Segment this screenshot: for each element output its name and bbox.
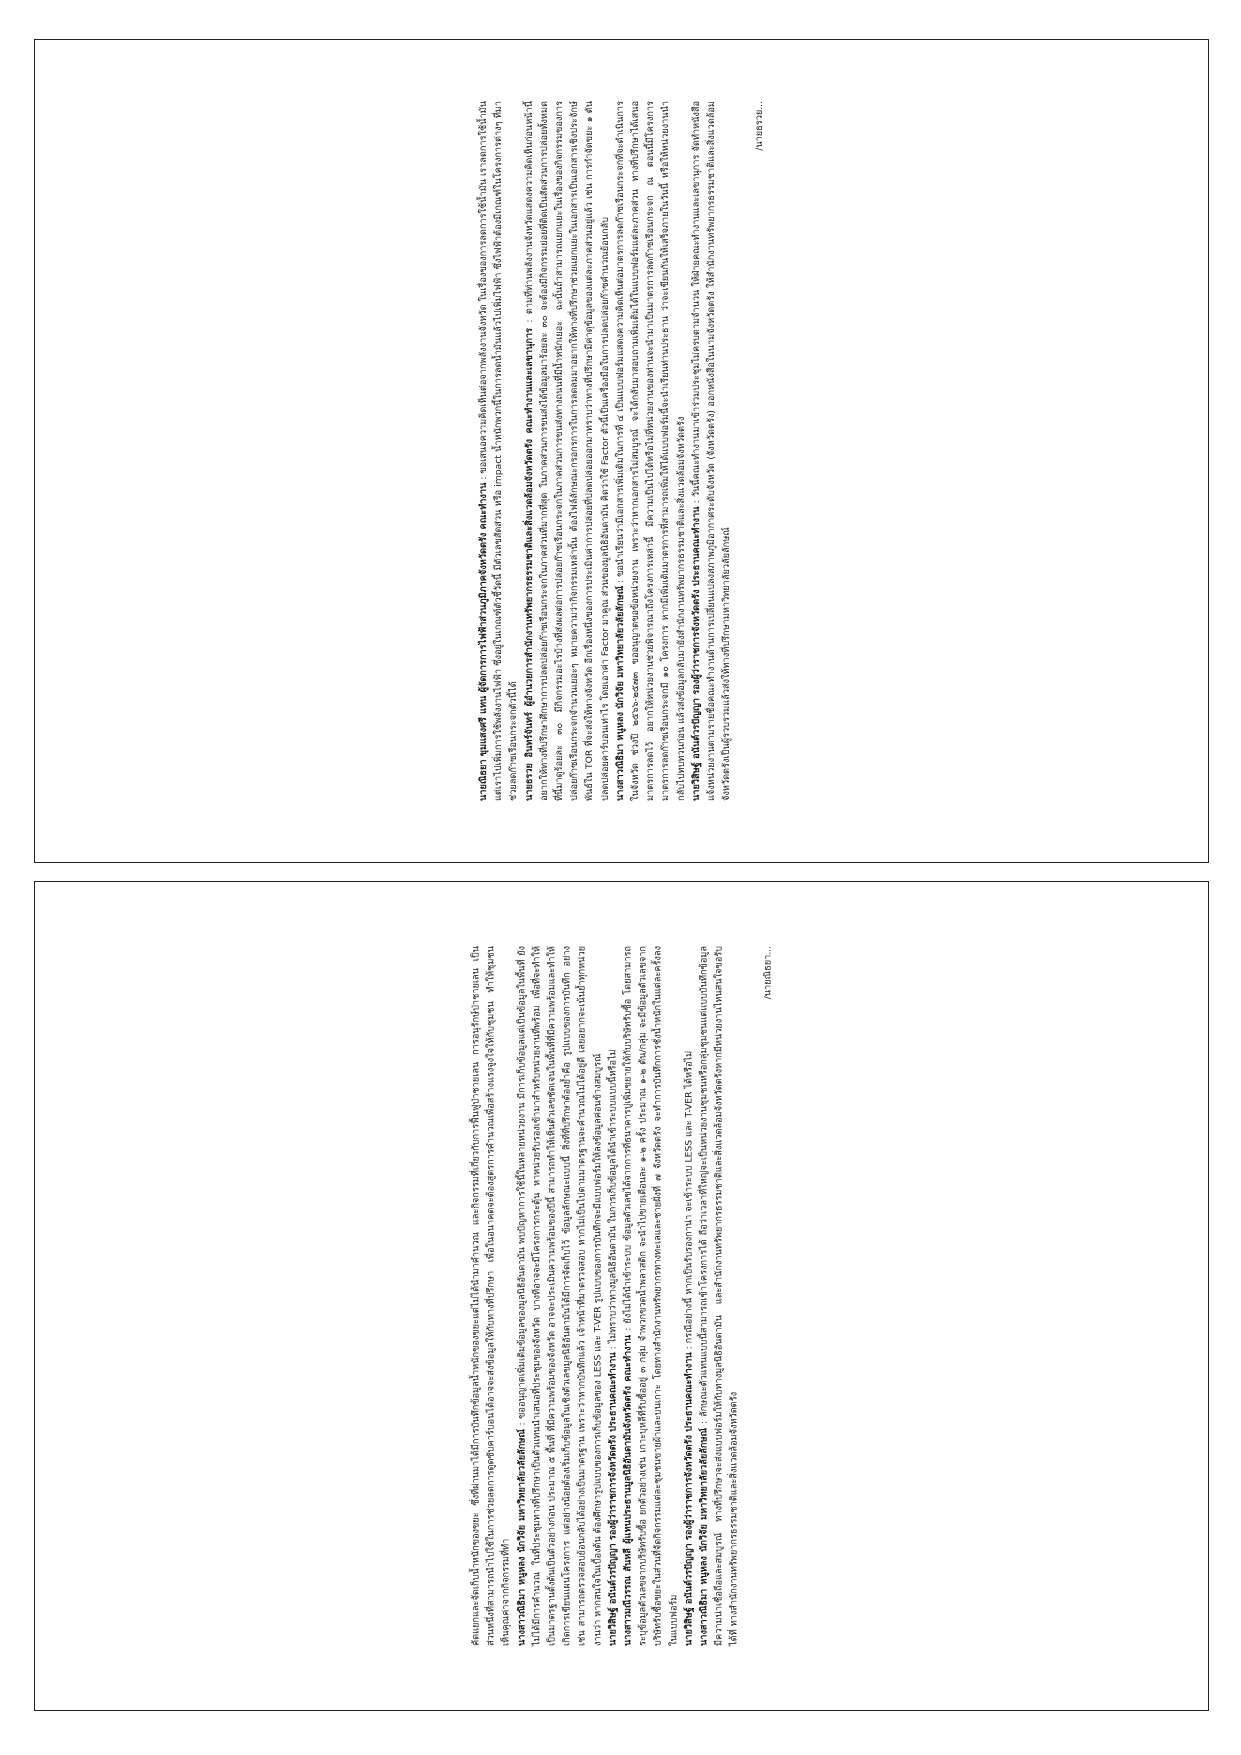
paragraph-text: : ยังไม่ได้นำเข้าระบบ ข้อมูลตัวเลขได้จากการที่ธนาคารปูเพิ่มขยายให้กับบริษัทรับซื้อ โดยสามารถระบุข้อมูลตัวเลขจากบริษัทรับซื้อ ยกตัวอย่างเช่น เกาะบุหลีที่รับซื้ออยู่ ๓ กลุ่ม จำพวกขวดน้ำพลาสติก จะนำไปขายเดือนละ ๑-๒ ครั้ง ประมาณ ๑-๒ ตัน/กลุ่ม จะมีข้อมูลตัวเลขจากบริษัทรับซื้อขยะในส่วนที่จัดกิจกรรมแต่ละชุมชนขายผ้าและบนเกาะ โดยทางสำนักงานทรัพยากรทางทะเลและชายฝั่งที่ ๗ จังหวัดตรัง จะทำการบันทึกการชั่งน้ำหนักในแต่ละครั้งลงในแบบฟอร์ม [622, 946, 679, 1646]
speaker-name: นางสาวณิธิมา หนูหลง นักวิจัย มหาวิทยาลัยวลัยลักษณ์ [614, 585, 626, 801]
page-top-content [476, 101, 768, 801]
document-page-bottom [34, 881, 1209, 1711]
speaker-name: นางสาวณิธิมา หนูหลง นักวิจัย มหาวิทยาลัยวลัยลักษณ์ [515, 1429, 527, 1646]
speaker-name: นายธรวย อินทร์จันทร์ ผู้อำนวยการสำนักงานทรัพยากรธรรมชาติและสิ่งแวดล้อมจังหวัดตรัง คณะทำงานและเลขานุการ [523, 327, 535, 801]
speaker-name: นายวิสิษฐ์ อนันต์วรปัญญา รองผู้ว่าราชการจังหวัดตรัง ประธานคณะทำงาน [690, 506, 702, 801]
paragraph [620, 946, 681, 1646]
paragraph [476, 101, 522, 801]
paragraph [681, 946, 696, 1646]
paragraph [468, 946, 514, 1646]
paragraph-text: : ไม่ทราบว่าทางมูลนิธิอันดามัน ในการเก็บข้อมูลได้นำเข้าระบบแบบนี้หรือไม่ [606, 1049, 618, 1353]
speaker-name: นายวิสิษฐ์ อนันต์วรปัญญา รองผู้ว่าราชการจังหวัดตรัง ประธานคณะทำงาน [682, 1352, 694, 1646]
paragraph [689, 101, 735, 801]
paragraph-text: : กรณีอย่างนี้ หากเป็นรับรองกาน่า จะเข้าระบบ LESS และ T-VER ได้หรือไม่ [682, 1050, 694, 1353]
speaker-name: นางสาวณิธิมา หนูหลง นักวิจัย มหาวิทยาลัยวลัยลักษณ์ [698, 1427, 710, 1646]
speaker-name: นายวิสิษฐ์ อนันต์วรปัญญา รองผู้ว่าราชการจังหวัดตรัง ประธานคณะทำงาน [606, 1352, 618, 1646]
speaker-name: นายณิธยา ขุมแสงศรี แทน ผู้จัดการการไฟฟ้าส่วนภูมิภาคจังหวัดตรัง คณะทำงาน [477, 482, 489, 801]
paragraph-text: : วันนี้คณะทำงานมาเข้าร่วมประชุมไม่ครบตามจำนวน ให้ฝ่ายคณะทำงานและเลขานุการ จัดทำหนังสือแจ้งหน่วยงานตามรายชื่อคณะทำงานด้านการเปลี่ยนแปลงสภาพภูมิอากาศระดับจังหวัด (จังหวัดตรัง) ออกหนังสือในนามจังหวัดตรัง ให้สำนักงานทรัพยากรธรรมชาติและสิ่งแวดล้อมจังหวัดตรังเป็นผู้รวบรวมแล้วส่งให้ทางที่ปรึกษามหาวิทยาลัยวลัยลักษณ์ [690, 100, 732, 801]
paragraph [613, 101, 689, 801]
paragraph-text: : ลักษณะตัวแทนแบบนี้สามารถเข้าโครงการได้ ถือว่าเวลาที่ใหญ่จะเป็นหน่วยงานชุมชนหรือกลุ่มชุมชนแต่แบบบันทึกข้อมูลมีความน่าเชื่อถือและสมบูรณ์ ทางที่ปรึกษาจะส่งแบบฟอร์มให้กับทางมูลนิธิอันดามัน และสำนักงานทรัพยากรธรรมชาติและสิ่งแวดล้อมจังหวัดตรังหากมีหน่วยงานไหนสนใจขอรับได้ที่ ทางสำนักงานทรัพยากรธรรมชาติและสิ่งแวดล้อมจังหวัดตรัง [698, 946, 740, 1646]
page-bottom-content [468, 946, 775, 1646]
paragraph [514, 946, 605, 1646]
paragraph [696, 946, 742, 1646]
paragraph-text: : ขอเสนอความคิดเห็นต่อจากพลังงานจังหวัด ในเรื่องของการลดการใช้น้ำมัน เราลดการใช้น้ำมัน แต่เราไปเพิ่มการใช้พลังงานไฟฟ้า ซึ่งอยู่ในเกณฑ์ตัวชี้วัดนี้ มีตัวเลขสัดส่วน หรือ impact น้ำหนักพวกนี้ในการลดน้ำมันแล้วไปเพิ่มไฟฟ้า ซึ่งไฟฟ้าต้องมีเกณฑ์ในโครงการต่างๆ ที่มาช่วยลดก๊าซเรือนกระจกตัวนี้ได้ [477, 101, 520, 801]
speaker-name: นางสาวมณีวรรณ สันหลี ผู้แทนประธานมูลนิธิอันดามันจังหวัดตรัง คณะทำงาน [622, 1334, 634, 1646]
continuation-marker: /นายธรวย... [754, 101, 766, 151]
continuation-marker: /นายณิธยา... [761, 946, 773, 1000]
paragraph [605, 946, 620, 1646]
paragraph-text: : ขออนุญาตเพิ่มเติมข้อมูลของมูลนิธิอันดามัน พบปัญหาการใช้นี้ในหลายหน่วยงาน มีการเก็บข้อมูลแต่เป็นข้อมูลในพื้นที่ ยังไม่ได้มีการคำนวณ ในที่ประชุมทางที่ปรึกษาเป็นตัวแทนนำเสนอที่ประชุมของจังหวัด บางทีอาจจะมีโครงการกระตุ้น หาหน่วยรับรองเข้ามาสำหรับหน่วยงานที่พร้อม เพื่อที่จะทำให้เป็นมาตรฐานตั้งต้นเป็นตัวอย่างก่อน ประมาณ ๕ พื้นที่ ที่มีความพร้อมของจังหวัด อาจจะประเมินความพร้อมของปีนี้ สามารถทำให้เห็นตัวเลขชัดเจนในพื้นที่ที่มีความพร้อมและทำให้เกิดการเขียนแผนโครงการ แต่อย่างน้อยต้องเริ่มเก็บข้อมูลในเชิงตัวเลขมูลนิธิอันดามันได้มีการจัดเก็บไว้ ข้อมูลลักษณะแบบนี้ สิ่งที่ที่ปรึกษาต้องย้ำคือ รูปแบบของการบันทึก อย่างเช่น สามารถตรวจสอบย้อนกลับได้อย่างเป็นมาตรฐาน เพราะว่าหากบันทึกแล้ว เจ้าหน้าที่มาตรวจสอบ หากไม่เป็นไปตามมาตรฐานจะคำนวณไม่ได้อยู่ดี เลยอยากจะเน้นย้ำทุกหน่วยงานว่า หากสนใจในเบื้องต้น ต้องศึกษารูปแบบของการเก็บข้อมูลของ LESS และ T-VER รูปแบบของการบันทึกจะมีแบบฟอร์มให้ลงข้อมูลค่อนข้างสมบูรณ์ [515, 946, 603, 1646]
document-page-top [34, 39, 1209, 863]
paragraph-text: : ตามที่ท่านพลังงานจังหวัดแสดงความคิดเห็นก่อนหน้านี้ อยากให้ทางที่ปรึกษาศึกษาการปลดปล่อยก๊าซเรือนกระจกในภาคส่วนที่มากที่สุด ในภาคส่วนการขนส่งได้ข้อมูลมาร้อยละ ๓๐ จะต้องมีกิจกรรมย่อยที่ติดเป็นสัดส่วนการปล่อยทั้งหมด ที่นี้มาดูร้อยละ ๓๐ มีกิจกรรมอะไรบ้างที่ส่งผลต่อการปล่อยก๊าซเรือนกระจกในภาคส่วนการขนส่งทางถนนที่มีน้ำหนักเยอะ ฉะนั้นถ้าสามารถแยกแยะในเรื่องของกิจกรรมของการปล่อยก๊าซเรือนกระจกจำนวนเยอะๆ หมายความว่ากิจกรรมเหล่านั้น ต้องไฟล์ลักษณะกรอกรการในการลดลมมาอยากให้ทางที่ปรึกษาช่วยแยกแยะในเอกสารเป็นเอกสารเชิงประจักษ์พันธ์ใน TOR ที่จะส่งให้ทางจังหวัด อีกเรื่องหนึ่งของการประเมินค่าการปล่อยที่ปลดปล่อยออกมาทราบว่าทางที่ปรึกษามีค่าดุข้อมูลของแต่ละภาคส่วนอยู่แล้ว เช่น การกำจัดขยะ ๑ ตัน ปลดปล่อยคาร์บอนเท่าไร โดยเอาค่า Factor มาคูณ ส่วนของมูลนิธิอันดามัน คิดว่าใช้ Factor ตัวนี้เป็นเครื่องมือในการปลดปล่อยก๊าซคำนวณย้อนกลับ [523, 101, 611, 801]
paragraph [521, 101, 612, 801]
paragraph-text: : ขอนำเรียนว่ามีเอกสารเพิ่มเติมในการที่ ๔ เป็นแบบฟอร์มแสดงความคิดเห็นต่อมาตรการลดก๊าซเรือนกระจกที่จะดำเนินการในจังหวัด ช่วงปี ๒๕๖๖-๒๕๗๓ ขออนุญาตขอข้อหน่วยงาน เพราะว่าหากเอกสารไม่สมบูรณ์ จะได้กลับมาสอบถามเพิ่มเติมได้ในแบบฟอร์มแต่ละภาคส่วน ทางที่ปรึกษาได้เสนอมาตรการลดไว้ อยากให้หน่วยงานช่วยพิจารณาถึงโครงการเหล่านี้ มีความเป็นไปได้หรือไม่ที่หน่วยงานของท่านจะนำมาเป็นมาตรการลดก๊าซเรือนกระจก ณ ตอนนี้มีโครงการมาตรการลดก๊าซเรือนกระจกมี ๑๐ โครงการ หากมีเพิ่มเติมมาตรการที่สามารถเพิ่มให้ได้แบบฟอร์มนี้จะนำเรียนท่านประธาน ว่าจะเขียนกันให้เสร็จภายในวันนี้ หรือให้หน่วยงานนำกลับไปทบทวนก่อน แล้วส่งข้อมูลกลับมายังสำนักงานทรัพยากรธรรมชาติและสิ่งแวดล้อมจังหวัดตรัง [614, 100, 687, 801]
paragraph-text: คัดแยกและจัดเก็บน้ำหนักของขยะ ซึ่งที่ผ่านมาได้มีการบันทึกข้อมูลน้ำหนักของขยะแต่ไม่ได้นำมาคำนวณ และกิจกรรมที่เกี่ยวกับการฟื้นฟูป่าชายเลน การอนุรักษ์ป่าชายเลน เป็นส่วนหนึ่งที่สามารถนำไปใช้ในการช่วยลดการดูดซับคาร์บอนได้อาจจะส่งข้อมูลให้กับทางที่ปรึกษา เพื่อในอนาคตจะต้องสูตรการคำนวณเพื่อสร้างแรงจูงใจให้กับชุมชน ทำให้ชุมชนเห็นคุณค่าจากกิจกรรมที่ทำ [470, 946, 512, 1646]
